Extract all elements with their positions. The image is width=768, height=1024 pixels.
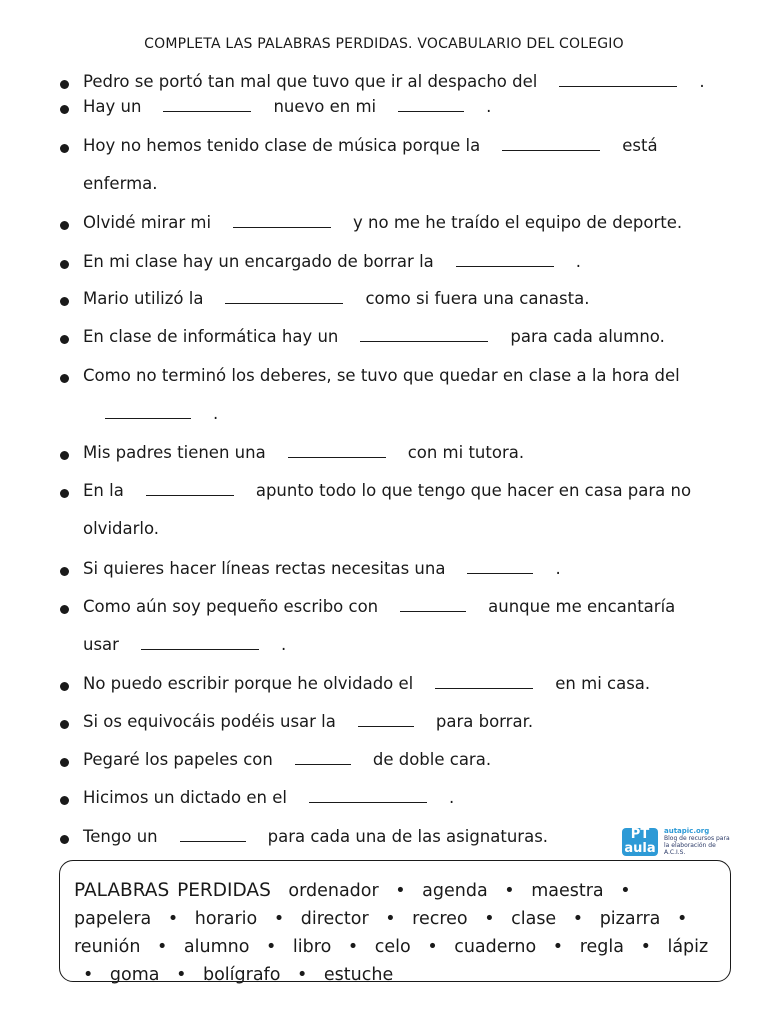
exercise-text: apunto todo lo que tengo que hacer en casa para no	[255, 481, 692, 500]
bullet-icon	[60, 144, 69, 153]
exercise-text: en mi casa.	[555, 674, 651, 693]
answer-blank[interactable]	[559, 85, 677, 87]
exercise-text: En mi clase hay un encargado de borrar la	[83, 252, 434, 271]
exercise-text: para cada una de las asignaturas.	[267, 827, 549, 846]
exercise-item	[60, 703, 730, 741]
separator-dot: •	[620, 881, 631, 901]
exercise-text: olvidarlo.	[83, 519, 160, 538]
bullet-icon	[60, 835, 69, 844]
answer-blank[interactable]	[360, 340, 488, 342]
exercise-text: con mi tutora.	[407, 443, 525, 462]
bullet-icon	[60, 260, 69, 269]
answer-blank[interactable]	[163, 110, 251, 112]
separator-dot: •	[385, 909, 396, 929]
exercise-text: Mis padres tienen una	[83, 443, 266, 462]
separator-dot: •	[297, 965, 308, 985]
word-bank-word: reunión	[74, 937, 141, 957]
word-bank-word: clase	[511, 909, 557, 929]
word-bank-word: alumno	[183, 937, 250, 957]
exercise-text: para borrar.	[435, 712, 534, 731]
exercise-item	[60, 357, 730, 433]
answer-blank[interactable]	[295, 763, 351, 765]
exercise-text: En la	[83, 481, 124, 500]
exercise-line	[60, 88, 730, 126]
exercise-line	[60, 243, 730, 281]
answer-blank[interactable]	[233, 226, 331, 228]
exercise-text: En clase de informática hay un	[83, 327, 339, 346]
bullet-icon	[60, 758, 69, 767]
word-bank-word: goma	[109, 965, 160, 985]
exercise-text: está	[622, 136, 658, 155]
exercise-text: No puedo escribir porque he olvidado el	[83, 674, 414, 693]
exercise-item	[60, 243, 730, 281]
separator-dot: •	[572, 909, 584, 929]
exercise-text: .	[213, 404, 219, 423]
separator-dot: •	[427, 937, 438, 957]
exercise-text: .	[280, 635, 287, 654]
exercise-line	[60, 779, 730, 817]
bullet-icon	[60, 567, 69, 576]
exercise-text: usar	[83, 635, 119, 654]
answer-blank[interactable]	[288, 456, 386, 458]
exercise-item	[60, 472, 730, 548]
separator-dot: •	[273, 909, 285, 929]
answer-blank[interactable]	[146, 494, 234, 496]
worksheet-title: COMPLETA LAS PALABRAS PERDIDAS. VOCABULARIO DEL COLEGIO	[144, 36, 624, 52]
word-bank-label: PALABRAS PERDIDAS	[74, 880, 271, 901]
word-bank-word: pizarra	[599, 909, 661, 929]
exercise-text: y no me he traído el equipo de deporte.	[353, 213, 683, 232]
exercise-item	[60, 280, 730, 318]
exercise-text: como si fuera una canasta.	[365, 289, 590, 308]
answer-blank[interactable]	[400, 610, 466, 612]
bullet-icon	[60, 489, 69, 498]
word-bank-word: recreo	[412, 909, 468, 929]
logo-mark-icon	[622, 828, 658, 856]
exercise-text: .	[575, 252, 582, 271]
exercise-item	[60, 88, 730, 126]
word-bank-word: ordenador	[288, 881, 379, 901]
answer-blank[interactable]	[502, 149, 600, 151]
word-bank-box	[59, 860, 731, 985]
exercise-text: .	[486, 97, 492, 116]
separator-dot: •	[347, 937, 359, 957]
bullet-icon	[60, 720, 69, 729]
exercise-line	[60, 626, 730, 664]
exercise-text: Hoy no hemos tenido clase de música porque la	[83, 136, 481, 155]
logo-url: autapic.org	[664, 827, 710, 835]
exercise-text: para cada alumno.	[510, 327, 665, 346]
site-logo	[622, 826, 732, 858]
word-bank-word: director	[300, 909, 369, 929]
bullet-icon	[60, 221, 69, 230]
exercise-line	[60, 127, 730, 165]
answer-blank[interactable]	[358, 725, 414, 727]
answer-blank[interactable]	[141, 648, 259, 650]
word-bank-word: estuche	[323, 965, 394, 985]
exercise-line	[60, 204, 730, 242]
answer-blank[interactable]	[435, 687, 533, 689]
exercise-text: Como aún soy pequeño escribo con	[83, 597, 379, 616]
separator-dot: •	[552, 937, 564, 957]
exercise-line	[60, 741, 730, 779]
word-bank-word: regla	[579, 937, 624, 957]
exercise-text: .	[448, 788, 455, 807]
bullet-icon	[60, 105, 69, 114]
exercise-text: de doble cara.	[372, 750, 492, 769]
exercise-text: aunque me encantaría	[488, 597, 676, 616]
exercise-line	[60, 665, 730, 703]
separator-dot: •	[676, 909, 688, 929]
word-bank-word: papelera	[74, 909, 152, 929]
exercise-line	[60, 434, 730, 472]
exercise-line	[60, 588, 730, 626]
word-bank-word: cuaderno	[454, 937, 537, 957]
bullet-icon	[60, 682, 69, 691]
answer-blank[interactable]	[456, 265, 554, 267]
exercise-text: Pegaré los papeles con	[83, 750, 273, 769]
word-bank-word: libro	[292, 937, 332, 957]
logo-caption	[664, 828, 732, 856]
separator-dot: •	[83, 965, 94, 985]
exercise-text: Como no terminó los deberes, se tuvo que quedar en clase a la hora del	[83, 366, 680, 385]
exercise-line	[60, 472, 730, 510]
bullet-icon	[60, 796, 69, 805]
exercise-text: nuevo en mi	[273, 97, 377, 116]
separator-dot: •	[167, 909, 179, 929]
bullet-icon	[60, 297, 69, 306]
exercise-line	[60, 357, 730, 395]
exercise-text: Pedro se portó tan mal que tuvo que ir al despacho del	[83, 72, 538, 91]
answer-blank[interactable]	[398, 110, 464, 112]
bullet-icon	[60, 605, 69, 614]
word-bank-word: lápiz	[667, 937, 709, 957]
logo-mark-text: PT aula	[624, 827, 656, 856]
answer-blank[interactable]	[105, 417, 191, 419]
separator-dot: •	[504, 881, 515, 901]
exercise-item	[60, 318, 730, 356]
separator-dot: •	[176, 965, 187, 985]
exercise-item	[60, 779, 730, 817]
exercise-line	[60, 280, 730, 318]
logo-tagline: Blog de recursos para la elaboración de A.C.I.S.	[664, 835, 730, 856]
exercise-text: Tengo un	[83, 827, 158, 846]
exercise-item	[60, 434, 730, 472]
exercise-line	[60, 395, 730, 433]
word-bank-word: horario	[194, 909, 258, 929]
exercise-line	[60, 165, 730, 203]
exercise-text: Hicimos un dictado en el	[83, 788, 287, 807]
exercise-line	[60, 703, 730, 741]
exercise-line	[60, 550, 730, 588]
bullet-icon	[60, 335, 69, 344]
word-bank-word: celo	[374, 937, 411, 957]
answer-blank[interactable]	[225, 302, 343, 304]
word-bank-word: agenda	[422, 881, 488, 901]
exercise-text: Si os equivocáis podéis usar la	[83, 712, 336, 731]
answer-blank[interactable]	[309, 801, 427, 803]
exercise-line	[60, 318, 730, 356]
exercise-item	[60, 204, 730, 242]
separator-dot: •	[395, 881, 406, 901]
exercise-item	[60, 741, 730, 779]
exercise-item	[60, 665, 730, 703]
bullet-icon	[60, 374, 69, 383]
separator-dot: •	[266, 937, 277, 957]
bullet-icon	[60, 451, 69, 460]
exercise-item	[60, 588, 730, 664]
exercise-text: .	[699, 72, 705, 91]
exercise-line	[60, 510, 730, 548]
word-bank-word: maestra	[531, 881, 604, 901]
exercise-text: Si quieres hacer líneas rectas necesitas una	[83, 559, 446, 578]
separator-dot: •	[640, 937, 651, 957]
answer-blank[interactable]	[180, 840, 246, 842]
exercise-text: .	[555, 559, 561, 578]
separator-dot: •	[157, 937, 168, 957]
exercise-item	[60, 550, 730, 588]
exercise-text: Olvidé mirar mi	[83, 213, 212, 232]
exercise-text: Mario utilizó la	[83, 289, 204, 308]
separator-dot: •	[484, 909, 495, 929]
exercise-text: enferma.	[83, 174, 158, 193]
answer-blank[interactable]	[467, 572, 533, 574]
word-bank-word: bolígrafo	[202, 965, 281, 985]
exercise-text: Hay un	[83, 97, 142, 116]
exercise-item	[60, 127, 730, 203]
